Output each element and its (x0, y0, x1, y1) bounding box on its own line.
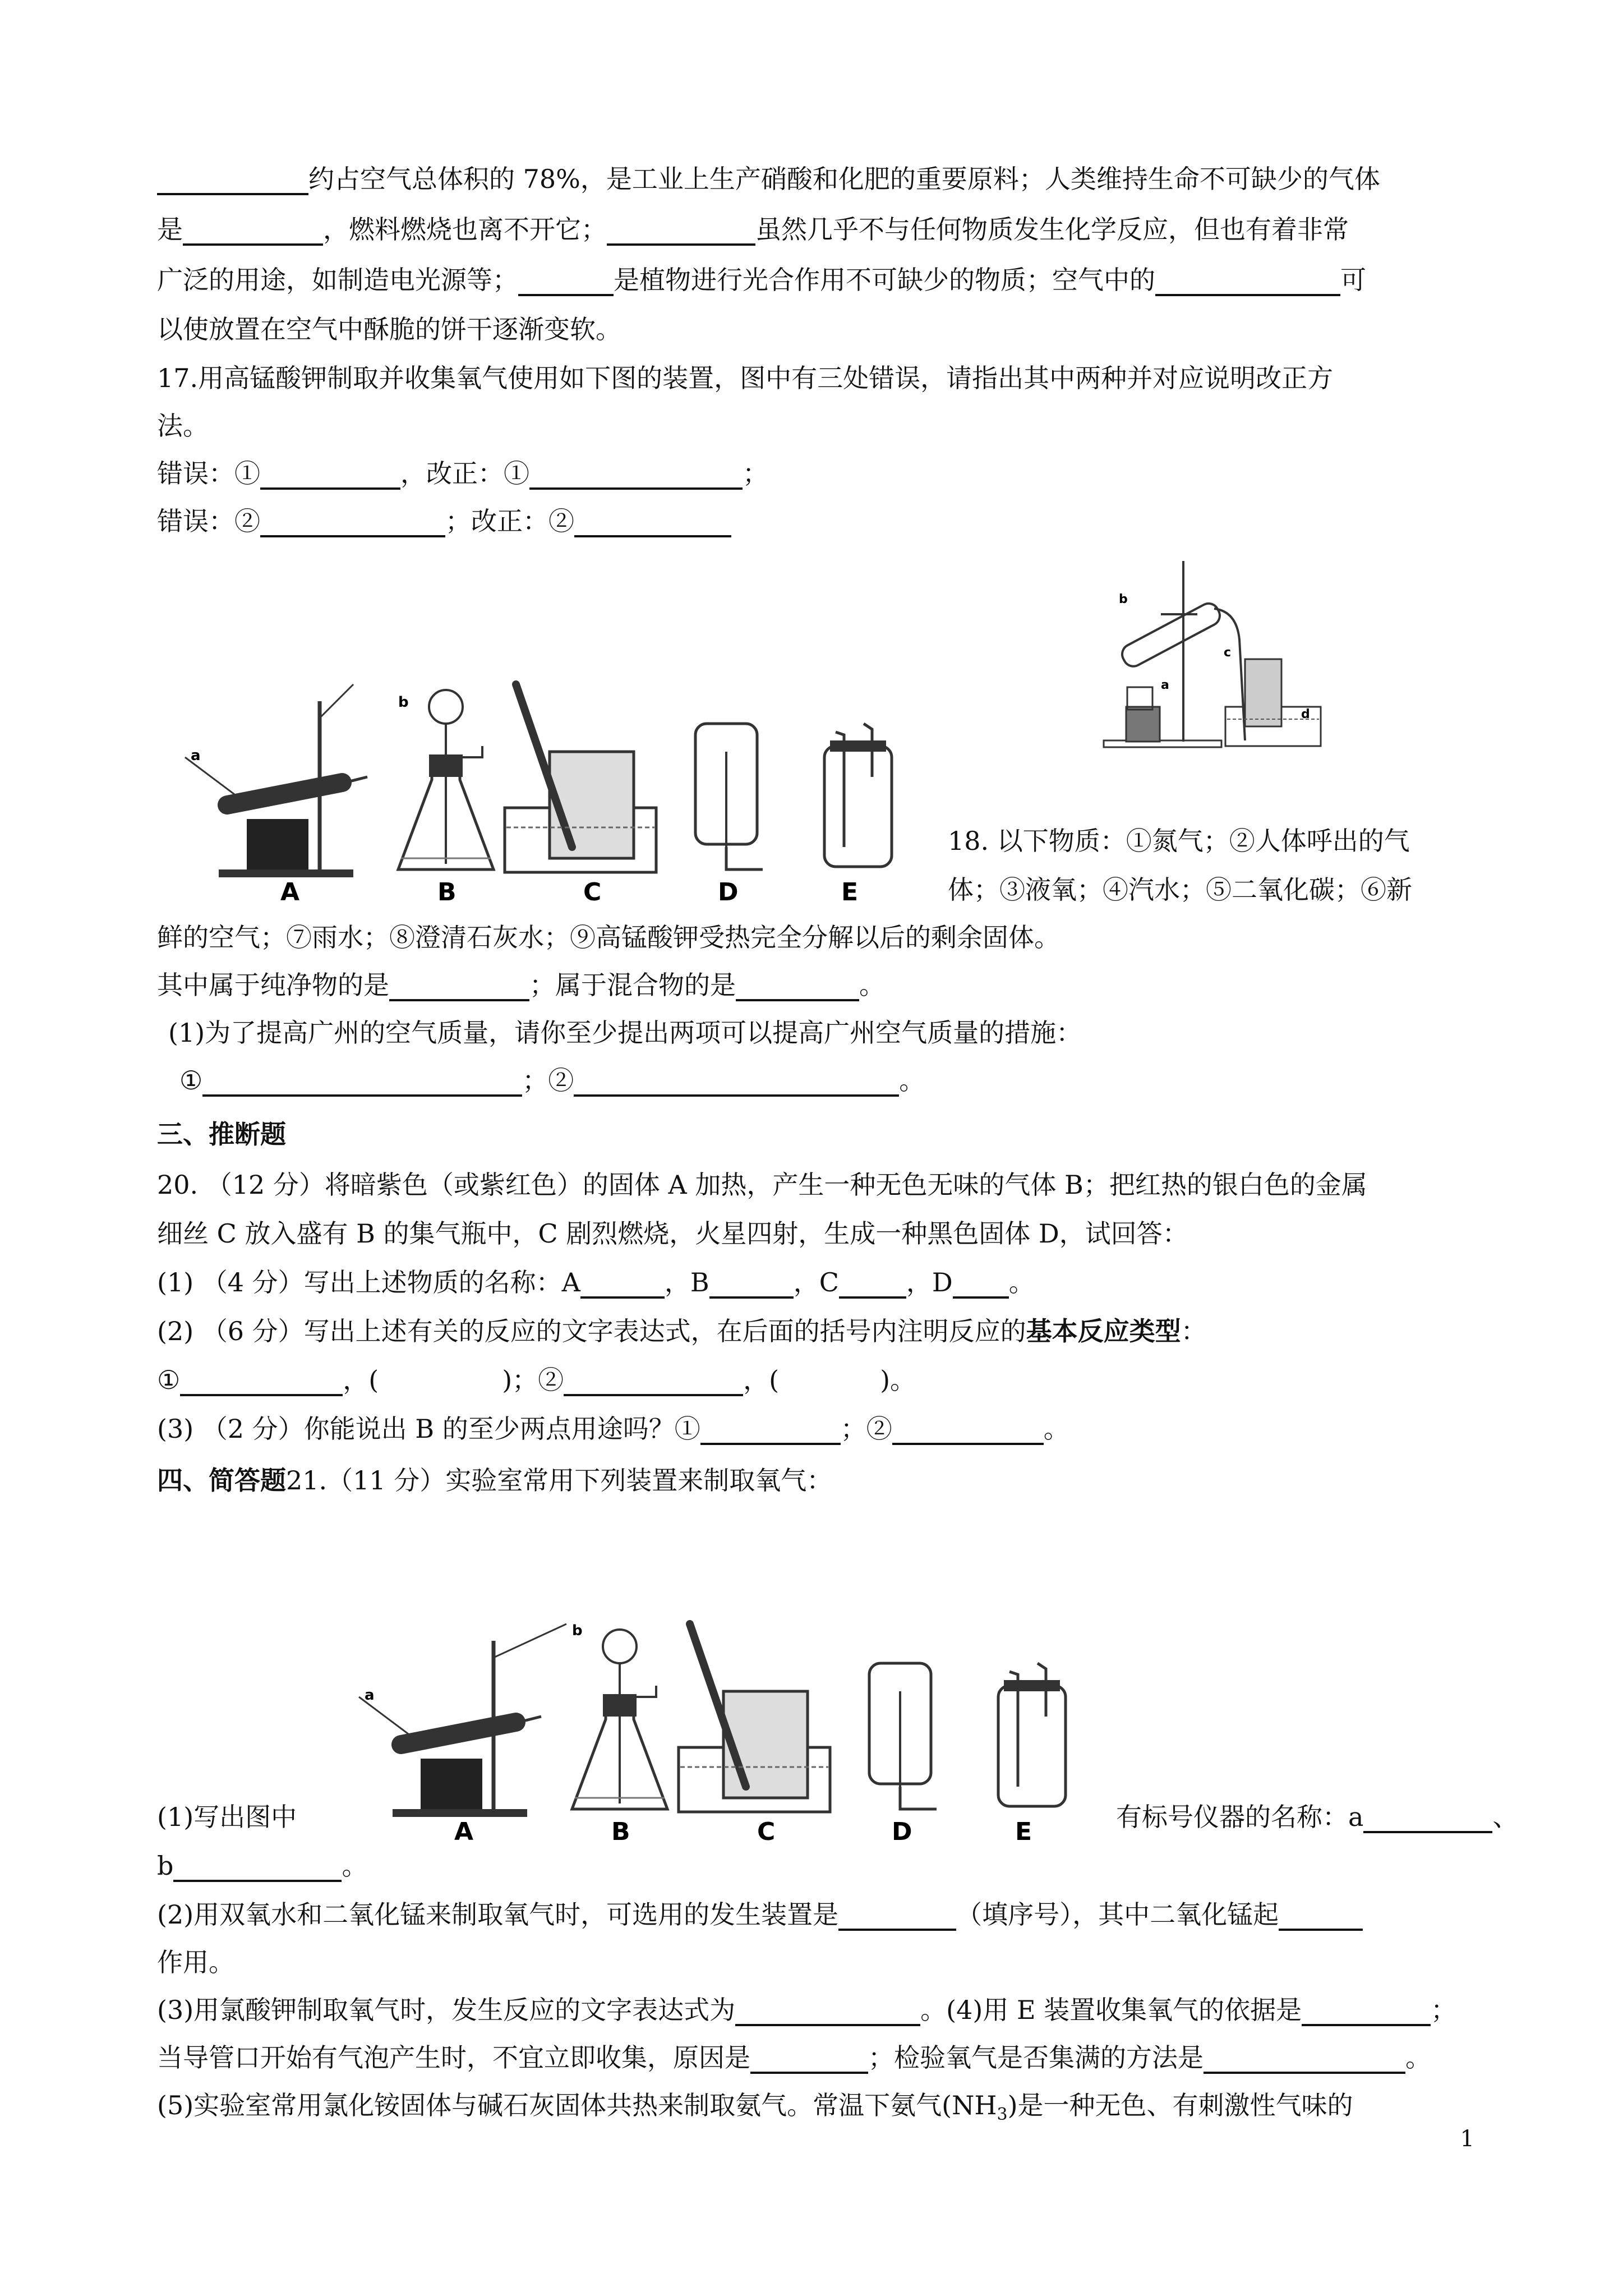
q20-part-2: (2) （6 分）写出上述有关的反应的文字表达式，在后面的括号内注明反应的基本反应类型： (157, 1316, 1207, 1346)
answer-blank[interactable] (839, 1272, 906, 1299)
label-b: b (572, 1622, 583, 1639)
apparatus-C (505, 684, 656, 872)
apparatus-row-1 (179, 679, 931, 903)
answer-blank[interactable] (709, 1272, 794, 1299)
q16-line-4: 以使放置在空气中酥脆的饼干逐渐变软。 (157, 314, 621, 344)
answer-blank[interactable] (892, 1418, 1044, 1445)
answer-blank[interactable] (529, 463, 743, 490)
answer-blank[interactable] (173, 1855, 342, 1882)
q21-part-2-end: 作用。 (157, 1947, 234, 1977)
answer-blank[interactable] (518, 269, 614, 296)
answer-blank[interactable] (564, 1369, 743, 1396)
answer-blank[interactable] (736, 974, 859, 1001)
answer-blank[interactable] (389, 974, 529, 1001)
q20-line-1: 20. （12 分）将暗紫色（或紫红色）的固体 A 加热，产生一种无色无味的气体 B；把红热的银白色的金属 (157, 1170, 1367, 1200)
q21-part-3: (3)用氯酸钾制取氧气时，发生反应的文字表达式为 。(4)用 E 装置收集氧气的依据是 ； (157, 1995, 1457, 2025)
q21-part-2: (2)用双氧水和二氧化锰来制取氧气时，可选用的发生装置是 （填序号），其中二氧化锰起 (157, 1898, 1363, 1931)
answer-blank[interactable] (953, 1272, 1009, 1299)
letter-C: C (583, 878, 602, 903)
apparatus-A (359, 1622, 583, 1817)
q18-line-1: 18. 以下物质：①氮气；②人体呼出的气 (948, 826, 1410, 856)
apparatus-A (185, 684, 409, 877)
apparatus-C (679, 1624, 830, 1812)
answer-blank[interactable] (580, 1272, 665, 1299)
q20-reactions: ① ，( )；② ，( )。 (157, 1365, 916, 1395)
answer-blank[interactable] (574, 1070, 899, 1097)
q17-error-1: 错误：① ，改正：① ； (157, 458, 768, 489)
q20-part-3: (3) （2 分）你能说出 B 的至少两点用途吗？① ；② 。 (157, 1414, 1069, 1444)
answer-blank[interactable] (607, 219, 755, 246)
q17-line-2: 法。 (157, 411, 209, 441)
apparatus-row-2 (353, 1616, 1105, 1846)
q16-line-1: 约占空气总体积的 78%，是工业上生产硝酸和化肥的重要原料；人类维持生命不可缺少的气体 (157, 163, 1380, 195)
answer-blank[interactable] (1279, 1904, 1363, 1931)
experiment-figure-drawing (1099, 555, 1335, 757)
q20-part-1: (1) （4 分）写出上述物质的名称：A ，B ，C ，D 。 (157, 1267, 1035, 1297)
q17-line-1: 17.用高锰酸钾制取并收集氧气使用如下图的装置，图中有三处错误，请指出其中两种并对应说明改正方 (157, 363, 1334, 393)
answer-blank[interactable] (157, 168, 308, 195)
fig1-label-b: b (1119, 592, 1128, 606)
apparatus-E (824, 724, 892, 867)
label-b: b (398, 694, 409, 711)
answer-blank[interactable] (1363, 1806, 1492, 1833)
apparatus-E (998, 1663, 1066, 1806)
q16-line-3: 广泛的用途，如制造电光源等； 是植物进行光合作用不可缺少的物质；空气中的 可 (157, 265, 1366, 295)
answer-blank[interactable] (260, 463, 400, 490)
letter-B: B (437, 878, 457, 903)
q20-line-2: 细丝 C 放入盛有 B 的集气瓶中，C 剧烈燃烧，火星四射，生成一种黑色固体 D，试回答： (157, 1218, 1188, 1249)
letter-A: A (280, 878, 300, 903)
letter-D: D (718, 878, 739, 903)
apparatus-B (572, 1630, 667, 1809)
answer-blank[interactable] (260, 510, 445, 537)
q21-part-1-end: 有标号仪器的名称：a 、 (1116, 1802, 1519, 1832)
q18-line-2: 体；③液氧；④汽水；⑤二氧化碳；⑥新 (948, 875, 1412, 905)
section-title: 四、简答题 (157, 1465, 286, 1496)
apparatus-B (398, 690, 494, 869)
q18-line-3: 鲜的空气；⑦雨水；⑧澄清石灰水；⑨高锰酸钾受热完全分解以后的剩余固体。 (157, 922, 1060, 953)
answer-blank[interactable] (1155, 269, 1340, 296)
fig1-label-d: d (1301, 707, 1310, 721)
fig1-label-c: c (1224, 646, 1232, 660)
section-title: 三、推断题 (157, 1119, 286, 1149)
letter-C: C (757, 1818, 776, 1846)
page-number: 1 (1460, 2126, 1474, 2152)
answer-blank[interactable] (202, 1070, 522, 1097)
experiment-figure (1099, 555, 1335, 757)
q18-sub-1: (1)为了提高广州的空气质量，请你至少提出两项可以提高广州空气质量的措施： (168, 1018, 1082, 1048)
q18-line-4: 其中属于纯净物的是 ；属于混合物的是 。 (157, 970, 885, 1000)
q21-part-5: (5)实验室常用氯化铵固体与碱石灰固体共热来制取氨气。常温下氨气$(NH_3)$是一种无色、有刺激性气味的 (157, 2090, 1353, 2125)
letter-A: A (454, 1818, 474, 1846)
answer-blank[interactable] (735, 1999, 920, 2026)
letter-D: D (892, 1818, 912, 1846)
answer-blank[interactable] (838, 1904, 956, 1931)
section-4-line: 四、简答题21.（11 分）实验室常用下列装置来制取氧气： (157, 1465, 833, 1496)
letter-E: E (841, 878, 859, 903)
answer-blank[interactable] (700, 1418, 841, 1445)
label-a: a (365, 1687, 375, 1704)
answer-blank[interactable] (183, 219, 323, 246)
q21-part-1-start: (1)写出图中 (157, 1802, 297, 1832)
answer-blank[interactable] (574, 510, 731, 537)
answer-blank[interactable] (1204, 2047, 1405, 2074)
q16-line-2: 是 ，燃料燃烧也离不开它； 虽然几乎不与任何物质发生化学反应，但也有着非常 (157, 214, 1349, 245)
apparatus-D (695, 724, 763, 869)
letter-B: B (611, 1818, 630, 1846)
answer-blank[interactable] (1302, 1999, 1431, 2026)
apparatus-D (869, 1663, 937, 1809)
fig1-label-a: a (1161, 678, 1169, 692)
q21-part-4: 当导管口开始有气泡产生时，不宜立即收集，原因是 ；检验氧气是否集满的方法是 。 (157, 2042, 1431, 2073)
q17-error-2: 错误：② ；改正：② (157, 505, 731, 537)
answer-blank[interactable] (180, 1369, 343, 1396)
answer-blank[interactable] (750, 2047, 868, 2074)
letter-E: E (1015, 1818, 1032, 1846)
q21-part-1-b: b 。 (157, 1851, 368, 1881)
q18-measures: ① ；② 。 (179, 1065, 925, 1096)
label-a: a (191, 747, 201, 764)
